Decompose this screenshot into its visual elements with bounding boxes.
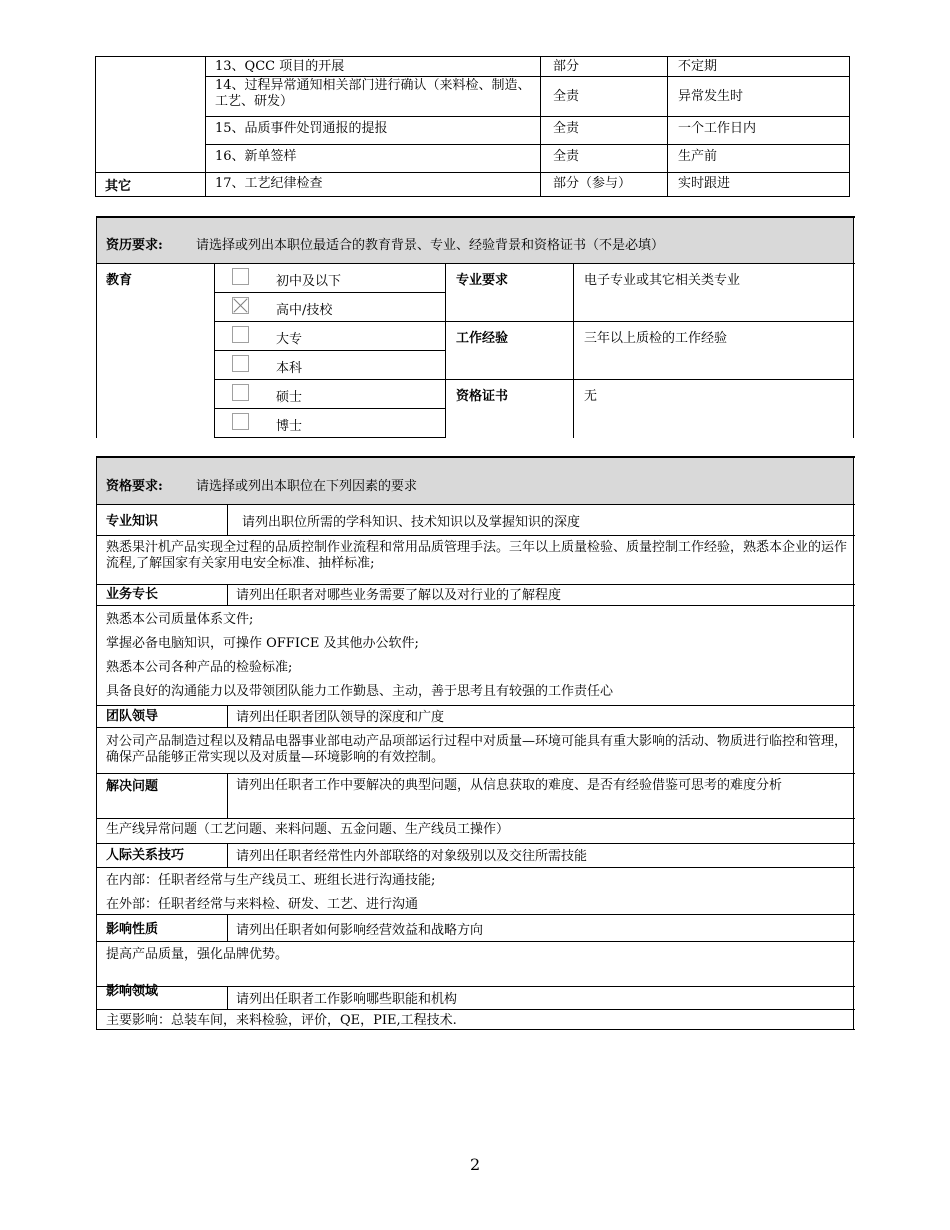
checkbox-unchecked[interactable] bbox=[232, 413, 249, 430]
section-label: 人际关系技巧 bbox=[106, 848, 185, 863]
frequency: 不定期 bbox=[678, 59, 718, 74]
section-prompt: 请列出任职者如何影响经营效益和战略方向 bbox=[236, 923, 484, 938]
section-prompt: 请列出任职者工作影响哪些职能和机构 bbox=[236, 992, 458, 1007]
section-content: 生产线异常问题（工艺问题、来料问题、五金问题、生产线员工操作） bbox=[106, 822, 510, 837]
experience-value: 三年以上质检的工作经验 bbox=[584, 331, 728, 346]
frequency: 异常发生时 bbox=[678, 89, 744, 104]
checkbox-unchecked[interactable] bbox=[232, 268, 249, 285]
education-option-label: 博士 bbox=[276, 419, 303, 434]
qualification-header-text: 请选择或列出本职位最适合的教育背景、专业、经验背景和资格证书（不是必填） bbox=[196, 238, 665, 253]
responsibility: 全责 bbox=[553, 121, 580, 136]
task-name: 15、品质事件处罚通报的提报 bbox=[215, 121, 388, 136]
checkbox-unchecked[interactable] bbox=[232, 326, 249, 343]
section-prompt: 请列出任职者经常性内外部联络的对象级别以及交往所需技能 bbox=[236, 849, 588, 864]
section-content: 熟悉本公司各种产品的检验标准; bbox=[106, 660, 293, 675]
task-name: 13、QCC 项目的开展 bbox=[215, 59, 345, 74]
section-content: 熟悉本公司质量体系文件; bbox=[106, 612, 254, 627]
checkbox-unchecked[interactable] bbox=[232, 384, 249, 401]
section-label: 业务专长 bbox=[106, 587, 159, 602]
section-content: 主要影响：总装车间，来料检验，评价，QE，PIE,工程技术. bbox=[106, 1013, 457, 1028]
education-option-label: 本科 bbox=[276, 361, 303, 376]
responsibility: 部分（参与） bbox=[553, 176, 632, 191]
experience-label: 工作经验 bbox=[456, 331, 509, 346]
section-content: 在内部：任职者经常与生产线员工、班组长进行沟通技能; bbox=[106, 873, 436, 888]
task-name: 17、工艺纪律检查 bbox=[215, 176, 323, 191]
checkbox-checked[interactable] bbox=[232, 297, 249, 314]
section-prompt: 请列出任职者团队领导的深度和广度 bbox=[236, 710, 445, 725]
responsibility: 部分 bbox=[553, 59, 580, 74]
requirements-header-label: 资格要求: bbox=[106, 479, 163, 494]
section-prompt: 请列出任职者工作中要解决的典型问题，从信息获取的难度、是否有经验借鉴可思考的难度分析 bbox=[236, 778, 783, 793]
education-option-label: 大专 bbox=[276, 332, 303, 347]
major-value: 电子专业或其它相关类专业 bbox=[584, 273, 741, 288]
section-label: 影响性质 bbox=[106, 922, 159, 937]
section-content: 对公司产品制造过程以及精品电器事业部电动产品项部运行过程中对质量—环境可能具有重大影响的活动、物质进行临控和管理，确保产品能够正常实现以及对质量—环境影响的有效控制。 bbox=[106, 734, 848, 765]
education-label: 教育 bbox=[106, 273, 133, 288]
frequency: 实时跟进 bbox=[678, 176, 731, 191]
section-content: 具备良好的沟通能力以及带领团队能力工作勤恳、主动，善于思考且有较强的工作责任心 bbox=[106, 684, 614, 699]
section-prompt: 请列出任职者对哪些业务需要了解以及对行业的了解程度 bbox=[236, 588, 562, 603]
frequency: 生产前 bbox=[678, 149, 718, 164]
certificate-label: 资格证书 bbox=[456, 389, 509, 404]
section-label: 解决问题 bbox=[106, 779, 159, 794]
section-content: 掌握必备电脑知识，可操作 OFFICE 及其他办公软件; bbox=[106, 636, 419, 651]
section-content: 熟悉果汁机产品实现全过程的品质控制作业流程和常用品质管理手法。三年以上质量检验、质量控制工作经验，熟悉本企业的运作流程,了解国家有关家用电安全标准、抽样标准; bbox=[106, 540, 848, 571]
task-name: 14、过程异常通知相关部门进行确认（来料检、制造、工艺、研发） bbox=[215, 78, 531, 109]
education-option-label: 初中及以下 bbox=[276, 274, 342, 289]
responsibility: 全责 bbox=[553, 89, 580, 104]
qualification-header-label: 资历要求: bbox=[106, 238, 163, 253]
section-label: 团队领导 bbox=[106, 709, 159, 724]
section-prompt: 请列出职位所需的学科知识、技术知识以及掌握知识的深度 bbox=[242, 515, 581, 530]
major-label: 专业要求 bbox=[456, 273, 509, 288]
section-label: 专业知识 bbox=[106, 514, 159, 529]
category-label: 其它 bbox=[105, 179, 132, 194]
education-option-label: 高中/技校 bbox=[276, 303, 333, 318]
qualification-table bbox=[96, 216, 855, 438]
section-label: 影响领域 bbox=[106, 984, 159, 999]
frequency: 一个工作日内 bbox=[678, 121, 757, 136]
certificate-value: 无 bbox=[584, 389, 598, 404]
requirements-header-text: 请选择或列出本职位在下列因素的要求 bbox=[196, 479, 418, 494]
education-option-label: 硕士 bbox=[276, 390, 303, 405]
task-name: 16、新单签样 bbox=[215, 149, 297, 164]
responsibility: 全责 bbox=[553, 149, 580, 164]
requirements-table bbox=[96, 456, 855, 1031]
task-table bbox=[95, 56, 850, 197]
section-content: 提高产品质量，强化品牌优势。 bbox=[106, 947, 289, 962]
page-number: 2 bbox=[470, 1155, 481, 1174]
section-content: 在外部：任职者经常与来料检、研发、工艺、进行沟通 bbox=[106, 897, 419, 912]
checkbox-unchecked[interactable] bbox=[232, 355, 249, 372]
